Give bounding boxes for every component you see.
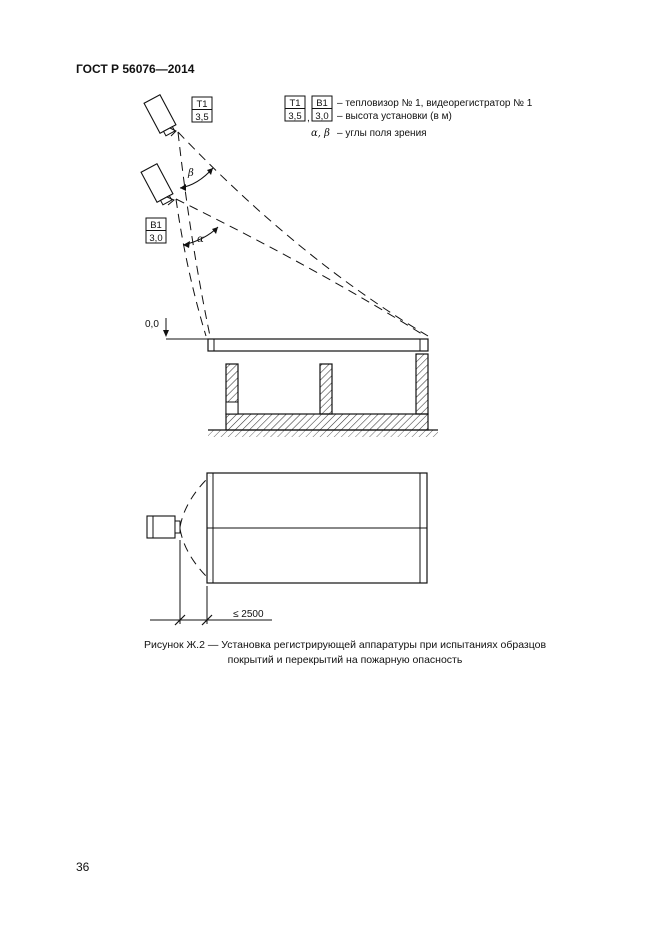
angle-beta-label: β: [188, 168, 194, 179]
legend-line-devices: – тепловизор № 1, видеорегистратор № 1: [337, 98, 533, 109]
legend-separator: ,: [307, 113, 310, 124]
camera-b1-label-box: [146, 218, 166, 244]
caption-line-2: покрытий и перекрытий на пожарную опасность: [227, 654, 463, 666]
camera-b1-code: В1: [150, 220, 162, 231]
camera-t1-code: Т1: [196, 99, 208, 110]
camera-t1-label-box: [192, 97, 212, 123]
zero-level-label: 0,0: [145, 319, 159, 330]
figure-caption: [100, 638, 590, 668]
video-recorder-b1-icon: [141, 164, 175, 207]
zero-level-marker: [145, 318, 208, 339]
camera-t1-height: 3,5: [195, 112, 209, 123]
page-number: 36: [76, 860, 90, 874]
camera-plan-view-icon: [147, 516, 180, 538]
specimen-plan-view: [207, 473, 427, 583]
specimen-side-view: [208, 339, 438, 437]
angle-beta-marker: [180, 168, 213, 191]
legend-line-height: – высота установки (в м): [337, 111, 452, 122]
angle-alpha-label: α: [197, 234, 204, 245]
caption-line-1: Рисунок Ж.2 — Установка регистрирующей аппаратуры при испытаниях образцов: [143, 639, 547, 651]
legend-video-label-box: [312, 96, 332, 122]
thermal-camera-t1-icon: [144, 95, 178, 138]
legend: [285, 96, 533, 139]
angle-alpha-marker: [183, 227, 218, 248]
page-header: ГОСТ Р 56076—2014: [76, 62, 195, 76]
legend-thermal-height: 3,5: [288, 111, 302, 122]
distance-label: ≤ 2500: [233, 609, 264, 620]
legend-line-angles: – углы поля зрения: [337, 128, 427, 139]
field-of-view-lines: [176, 132, 428, 336]
legend-video-code: В1: [316, 98, 328, 109]
legend-angle-symbols: α, β: [311, 128, 330, 139]
legend-video-height: 3,0: [315, 111, 329, 122]
legend-thermal-label-box: [285, 96, 305, 122]
legend-thermal-code: Т1: [289, 98, 301, 109]
camera-b1-height: 3,0: [149, 233, 163, 244]
plan-field-of-view-lines: [180, 476, 210, 580]
